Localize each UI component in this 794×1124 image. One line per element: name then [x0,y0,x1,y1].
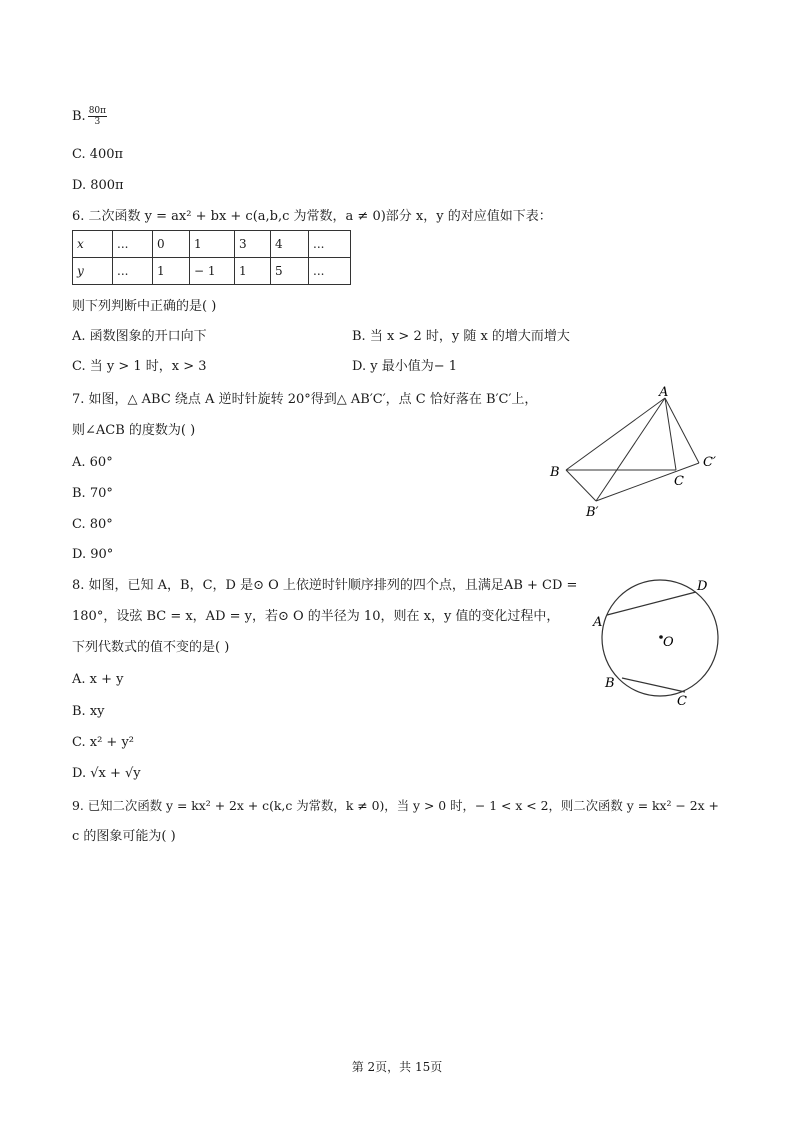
q8-option-b: B. xy [72,704,105,719]
label-d: D [697,579,708,594]
table-cell: 5 [271,258,309,285]
q5-option-b-fraction [88,106,107,127]
q6-option-a: A. 函数图象的开口向下 [72,329,207,344]
label-b-prime: B′ [586,505,599,520]
table-row [73,231,351,258]
table-cell: x [73,231,113,258]
table-cell: 3 [235,231,271,258]
segment-bb-prime [566,470,596,501]
segment-ba [566,398,665,470]
q7-stem-line1: 7. 如图，△ ABC 绕点 A 逆时针旋转 20°得到△ AB′C′，点 C 恰好落在 B′C′上， [72,392,538,407]
label-a: A [659,385,669,400]
label-o: O [663,635,674,650]
q6-stem: 6. 二次函数 y = ax² + bx + c(a,b,c 为常数，a ≠ 0)部分 x，y 的对应值如下表： [72,209,552,224]
q5-option-b-label: B. [72,109,86,124]
q6-option-d: D. y 最小值为− 1 [352,359,457,374]
q7-option-b: B. 70° [72,486,113,501]
q7-option-c: C. 80° [72,517,113,532]
table-cell: − 1 [190,258,235,285]
q8-option-d: D. √x + √y [72,766,141,781]
q7-option-a: A. 60° [72,455,113,470]
table-cell: y [73,258,113,285]
q6-value-table [72,230,351,285]
table-cell: 1 [153,258,190,285]
table-cell: ... [113,258,153,285]
table-cell: ... [309,258,351,285]
table-cell: 1 [190,231,235,258]
q6-option-c: C. 当 y > 1 时，x > 3 [72,359,207,374]
q6-prompt: 则下列判断中正确的是( ) [72,299,217,314]
table-cell: ... [113,231,153,258]
table-cell: 1 [235,258,271,285]
q5-option-d: D. 800π [72,178,124,193]
label-a: A [593,615,603,630]
table-cell: 4 [271,231,309,258]
q9-stem-line1: 9. 已知二次函数 y = kx² + 2x + c(k,c 为常数，k ≠ 0)，当 y > 0 时，− 1 < x < 2，则二次函数 y = kx² − 2x + [72,798,719,813]
q8-option-a: A. x + y [72,672,124,687]
label-c-prime: C′ [703,455,716,470]
label-b: B [550,465,560,480]
q8-stem-line3: 下列代数式的值不变的是( ) [72,640,230,655]
q8-option-c: C. x² + y² [72,735,135,750]
q9-stem-line2: c 的图象可能为( ) [72,829,176,844]
label-c: C [677,694,687,709]
q6-option-b: B. 当 x > 2 时，y 随 x 的增大而增大 [352,329,570,344]
chord-bc [622,678,685,692]
q7-triangle-figure [540,384,730,524]
q7-stem-line2: 则∠ACB 的度数为( ) [72,423,196,438]
q5-option-c: C. 400π [72,147,124,162]
q8-stem-text: 8. 如图，已知 A，B，C，D 是⊙ O 上依逆时针顺序排列的四个点，且满足AB + CD = [72,578,578,593]
q7-option-d: D. 90° [72,547,114,562]
q8-stem-line1 [72,577,577,595]
q5-option-b [72,106,107,127]
table-row [73,258,351,285]
q5-fraction-numerator: 80π [88,106,107,116]
page-footer: 第 2页，共 15页 [351,1060,443,1074]
table-cell: ... [309,231,351,258]
label-b: B [605,676,615,691]
q8-stem-line2: 180°，设弦 BC = x，AD = y，若⊙ O 的半径为 10，则在 x，y 值的变化过程中， [72,609,560,624]
table-cell: 0 [153,231,190,258]
q8-circle-figure [585,574,730,714]
q5-fraction-denominator: 3 [94,117,101,127]
segment-ab-prime [596,398,665,501]
label-c: C [674,474,684,489]
